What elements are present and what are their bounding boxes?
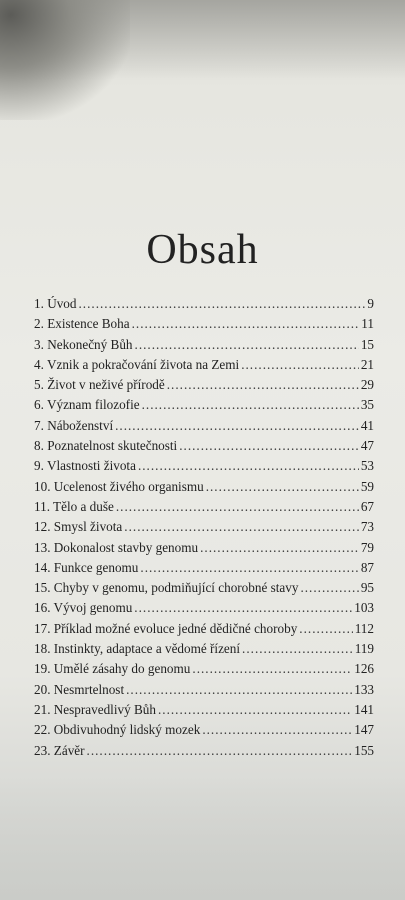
toc-entry <box>34 397 374 417</box>
toc-entry-label: 2. Existence Boha <box>34 316 130 332</box>
toc-entry-label: 3. Nekonečný Bůh <box>34 336 133 352</box>
toc-entry-label: 16. Vývoj genomu <box>34 600 133 616</box>
toc-leader-dots <box>167 377 359 393</box>
toc-leader-dots <box>140 560 358 576</box>
toc-entry <box>34 540 374 560</box>
toc-entry-page: 53 <box>360 458 374 474</box>
toc-leader-dots <box>192 661 352 677</box>
toc-entry-label: 13. Dokonalost stavby genomu <box>34 539 199 555</box>
toc-leader-dots <box>87 743 353 759</box>
toc-entry <box>34 438 374 458</box>
toc-entry-page: 11 <box>361 316 374 332</box>
toc-entry <box>34 560 374 580</box>
toc-entry-label: 12. Smysl života <box>34 519 123 535</box>
toc-leader-dots <box>132 316 360 332</box>
toc-entry <box>34 743 374 763</box>
toc-entry <box>34 316 374 336</box>
toc-entry-page: 95 <box>360 580 374 596</box>
toc-entry-page: 21 <box>360 356 374 372</box>
toc-leader-dots <box>126 682 352 698</box>
toc-leader-dots <box>115 418 359 434</box>
toc-leader-dots <box>142 397 359 413</box>
toc-entry <box>34 458 374 478</box>
toc-entry-page: 59 <box>360 478 374 494</box>
toc-leader-dots <box>299 621 352 637</box>
toc-leader-dots <box>116 499 359 515</box>
toc-leader-dots <box>179 438 359 454</box>
toc-leader-dots <box>206 479 359 495</box>
toc-entry-page: 79 <box>360 539 374 555</box>
toc-entry <box>34 499 374 519</box>
toc-entry-label: 14. Funkce genomu <box>34 559 139 575</box>
toc-leader-dots <box>300 580 358 596</box>
toc-leader-dots <box>158 702 352 718</box>
toc-entry <box>34 337 374 357</box>
toc-entry-page: 155 <box>354 742 374 758</box>
toc-entry-label: 10. Ucelenost živého organismu <box>34 478 204 494</box>
page-bottom-shade <box>0 780 405 900</box>
toc-entry <box>34 418 374 438</box>
toc-entry-page: 29 <box>360 377 374 393</box>
toc-entry-page: 103 <box>354 600 374 616</box>
toc-leader-dots <box>79 296 366 312</box>
toc-entry-page: 9 <box>367 296 374 311</box>
toc-entry-label: 6. Význam filozofie <box>34 397 140 413</box>
toc-leader-dots <box>202 722 352 738</box>
toc-entry <box>34 357 374 377</box>
toc-entry-label: 5. Život v neživé přírodě <box>34 377 165 393</box>
page-title: Obsah <box>146 227 259 273</box>
toc-entry-label: 21. Nespravedlivý Bůh <box>34 701 156 717</box>
toc-entry-page: 119 <box>354 641 374 657</box>
toc-entry-page: 87 <box>360 559 374 575</box>
toc-leader-dots <box>134 600 352 616</box>
toc-entry <box>34 479 374 499</box>
toc-entry-label: 4. Vznik a pokračování života na Zemi <box>34 356 240 372</box>
toc-entry-label: 22. Obdivuhodný lidský mozek <box>34 722 201 738</box>
toc-leader-dots <box>241 357 359 373</box>
toc-entry-label: 17. Příklad možné evoluce jedné dědičné choroby <box>34 620 298 636</box>
toc-entry-label: 8. Poznatelnost skutečnosti <box>34 438 178 454</box>
toc-entry <box>34 661 374 681</box>
toc-entry-label: 23. Závěr <box>34 742 85 758</box>
toc-entry-page: 41 <box>360 417 374 433</box>
toc-entry-page: 35 <box>360 397 374 413</box>
toc-entry <box>34 682 374 702</box>
table-of-contents <box>34 296 374 763</box>
toc-entry-page: 47 <box>360 438 374 454</box>
toc-entry-page: 67 <box>360 498 374 514</box>
toc-leader-dots <box>138 458 359 474</box>
toc-entry-label: 19. Umělé zásahy do genomu <box>34 661 191 677</box>
toc-entry <box>34 377 374 397</box>
toc-entry <box>34 296 374 316</box>
toc-entry-label: 11. Tělo a duše <box>34 498 114 514</box>
toc-entry-page: 133 <box>354 681 374 697</box>
toc-entry <box>34 641 374 661</box>
binding-shadow <box>0 0 130 120</box>
toc-entry-label: 15. Chyby v genomu, podmiňující chorobné stavy <box>34 580 299 596</box>
toc-entry-page: 73 <box>360 519 374 535</box>
toc-leader-dots <box>242 641 353 657</box>
toc-entry <box>34 621 374 641</box>
toc-entry <box>34 600 374 620</box>
toc-entry-label: 20. Nesmrtelnost <box>34 681 125 697</box>
toc-entry <box>34 519 374 539</box>
toc-leader-dots <box>200 540 359 556</box>
toc-entry-label: 18. Instinkty, adaptace a vědomé řízení <box>34 641 241 657</box>
toc-entry-page: 15 <box>360 336 374 352</box>
toc-leader-dots <box>135 337 359 353</box>
toc-entry <box>34 702 374 722</box>
toc-leader-dots <box>124 519 359 535</box>
toc-entry-label: 1. Úvod <box>34 296 77 311</box>
toc-entry <box>34 722 374 742</box>
toc-entry <box>34 580 374 600</box>
toc-entry-label: 7. Náboženství <box>34 417 114 433</box>
toc-entry-page: 147 <box>354 722 374 738</box>
toc-entry-label: 9. Vlastnosti života <box>34 458 136 474</box>
toc-entry-page: 141 <box>354 701 374 717</box>
toc-entry-page: 112 <box>354 620 374 636</box>
toc-entry-page: 126 <box>354 661 374 677</box>
